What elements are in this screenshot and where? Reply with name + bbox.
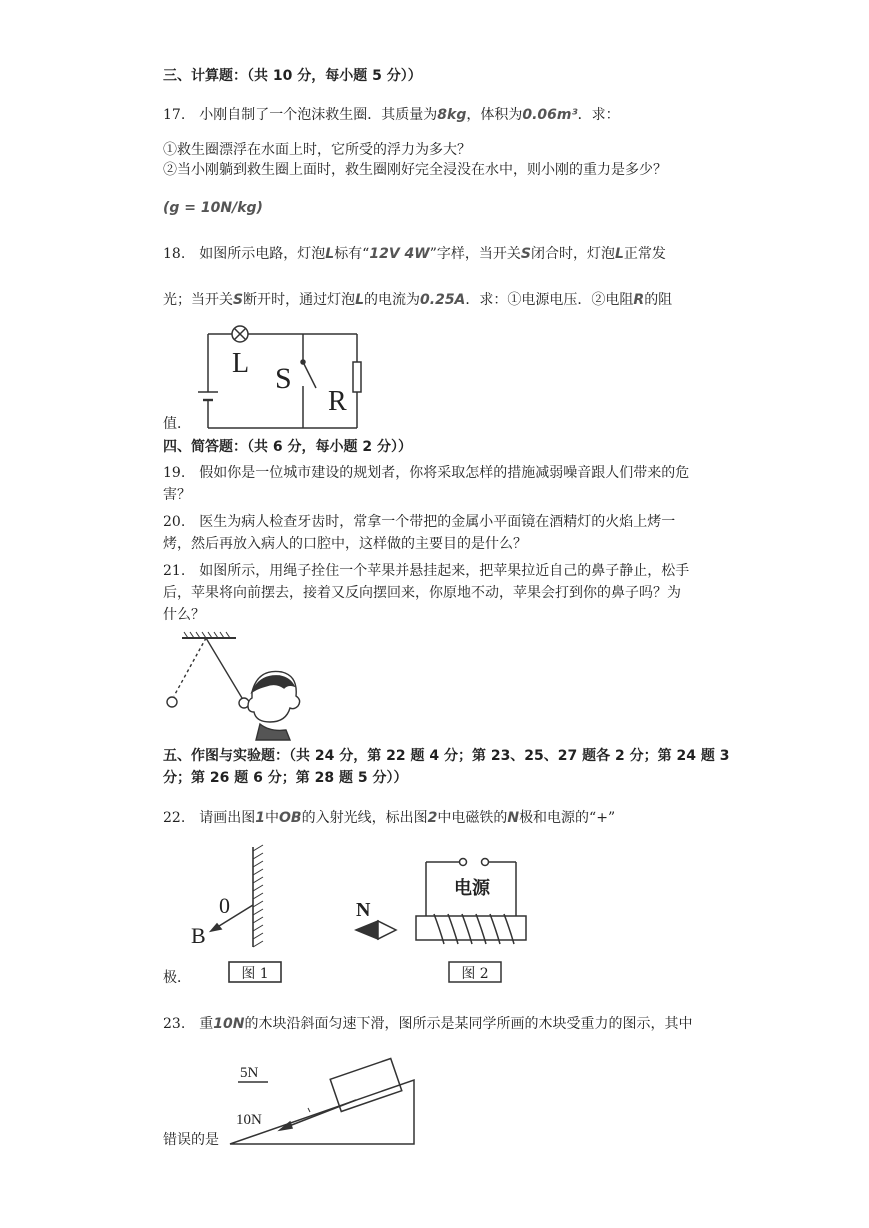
pendulum-figure bbox=[160, 632, 310, 740]
q17-line1: 17. 小刚自制了一个泡沫救生圈．其质量为8kg，体积为0.06m³．求： bbox=[163, 107, 620, 123]
q21-line2: 后，苹果将向前摆去，接着又反向摆回来，你原地不动，苹果会打到你的鼻子吗？为 bbox=[163, 585, 681, 601]
fig2-caption: 图 2 bbox=[461, 966, 489, 982]
q19-line1: 19. 假如你是一位城市建设的规划者，你将采取怎样的措施减弱噪音跟人们带来的危 bbox=[163, 465, 690, 481]
q18-rating: 12V 4W bbox=[369, 246, 430, 262]
q17-sub1: ①救生圈漂浮在水面上时，它所受的浮力为多大？ bbox=[163, 142, 471, 158]
fig1-caption: 图 1 bbox=[241, 966, 269, 982]
q23-weight: 10N bbox=[213, 1016, 245, 1032]
fig1-label-o: 0 bbox=[219, 893, 230, 918]
switch-icon bbox=[303, 362, 316, 388]
q18-line2: 光；当开关S断开时，通过灯泡L的电流为0.25A．求：①电源电压．②电阻R的阻 bbox=[163, 292, 673, 308]
fig-label-s: S bbox=[275, 362, 292, 395]
q21-line3: 什么？ bbox=[163, 607, 205, 623]
q22-tail: 极． bbox=[163, 970, 191, 986]
fig2-label-n: N bbox=[356, 899, 371, 921]
q18-tail: 值． bbox=[163, 416, 191, 432]
fig-label-10n: 10N bbox=[236, 1112, 262, 1128]
q20-line1: 20. 医生为病人检查牙齿时，常拿一个带把的金属小平面镜在酒精灯的火焰上烤一 bbox=[163, 514, 676, 530]
q17-mass: 8kg bbox=[437, 107, 467, 123]
mirror-figure bbox=[185, 845, 295, 990]
fig-label-r: R bbox=[328, 386, 347, 417]
q21-line1: 21. 如图所示，用绳子拴住一个苹果并悬挂起来，把苹果拉近自己的鼻子静止，松手 bbox=[163, 563, 690, 579]
section-4-title: 四、简答题：（共 6 分，每小题 2 分）） bbox=[163, 439, 412, 455]
q20-line2: 烤，然后再放入病人的口腔中，这样做的主要目的是什么？ bbox=[163, 536, 527, 552]
q22-line1: 22. 请画出图1中OB的入射光线，标出图2中电磁铁的N极和电源的“+” bbox=[163, 810, 616, 826]
q23-tail: 错误的是 bbox=[163, 1132, 219, 1148]
q19-line2: 害？ bbox=[163, 487, 191, 503]
incline-figure bbox=[222, 1060, 422, 1148]
section-5-title-line1: 五、作图与实验题：（共 24 分，第 22 题 4 分；第 23、25、27 题各 2 分；第 24 题 3 bbox=[163, 748, 730, 764]
circuit-diagram bbox=[190, 320, 370, 432]
fig-label-l: L bbox=[232, 348, 250, 379]
resistor-icon bbox=[353, 362, 361, 392]
q18-line1: 18. 如图所示电路，灯泡L标有“12V 4W”字样，当开关S闭合时，灯泡L正常发 bbox=[163, 246, 666, 262]
q18-current: 0.25A bbox=[420, 292, 466, 308]
apple-ghost-icon bbox=[167, 697, 177, 707]
fig-label-5n: 5N bbox=[240, 1065, 259, 1081]
q17-volume: 0.06m³ bbox=[522, 107, 578, 123]
fig1-label-b: B bbox=[191, 923, 206, 948]
fig2-label-source: 电源 bbox=[454, 878, 490, 899]
q23-line1: 23. 重10N的木块沿斜面匀速下滑，图所示是某同学所画的木块受重力的图示，其中 bbox=[163, 1016, 693, 1032]
q17-g: (g = 10N/kg) bbox=[163, 200, 263, 216]
section-5-title-line2: 分；第 26 题 6 分；第 28 题 5 分）） bbox=[163, 770, 408, 786]
q17-sub2: ②当小刚躺到救生圈上面时，救生圈刚好完全浸没在水中，则小刚的重力是多少？ bbox=[163, 162, 667, 178]
section-3-title: 三、计算题：（共 10 分，每小题 5 分）） bbox=[163, 68, 422, 84]
electromagnet-figure bbox=[350, 852, 535, 990]
